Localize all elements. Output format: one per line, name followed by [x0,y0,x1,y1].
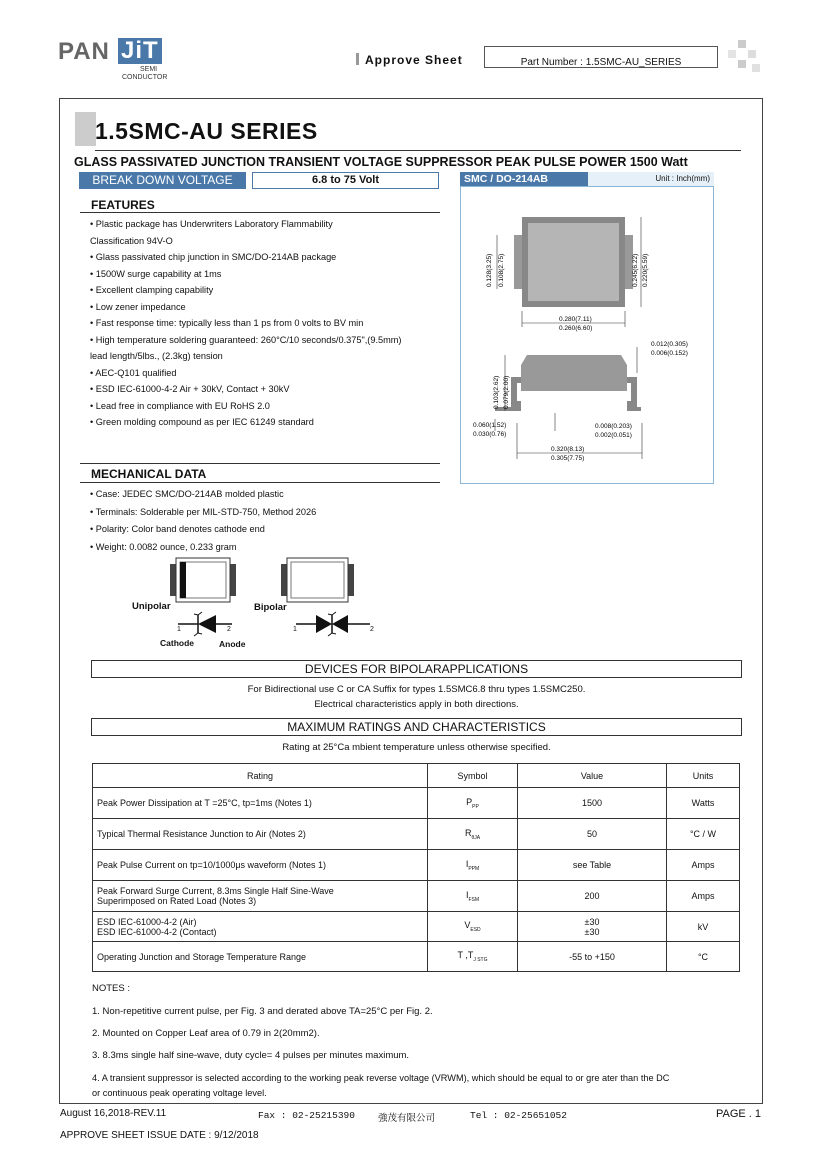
ratings-table [92,763,740,972]
feature-line: • Plastic package has Underwriters Laboratory Flammability [90,219,333,229]
feature-line: • Excellent clamping capability [90,285,214,295]
symbol-cell: $V_{ESD}$ [428,912,518,942]
anode-label: Anode [219,639,246,649]
unit-cell: Amps [667,881,740,912]
package-unit: Unit : Inch(mm) [588,172,714,186]
table-row [93,819,740,850]
rating-cell: Peak Forward Surge Current, 8.3ms Single Half Sine-Wave Superimposed on Rated Load (Notes 3) [93,881,428,912]
footer-tel: Tel : 02-25651052 [470,1110,567,1121]
symbol-cell: $P_{PP}$ [428,788,518,819]
dim-lead-thk-max: 0.012(0.305) [651,341,688,348]
features-rule [80,212,440,213]
bipolar-line1: For Bidirectional use C or CA Suffix for types 1.5SMC6.8 thru types 1.5SMC250. [247,684,586,695]
unit-cell: kV [667,912,740,942]
unipolar-pin2: 2 [227,626,231,633]
feature-line: • Lead free in compliance with EU RoHS 2.0 [90,400,270,411]
bipolar-label: Bipolar [254,602,287,613]
features-heading: FEATURES [91,198,155,212]
page-title: 1.5SMC-AU SERIES [95,118,318,144]
value-cell: 50 [518,819,667,850]
rating-cell: Operating Junction and Storage Temperature Range [93,942,428,972]
unit-cell: °C [667,942,740,972]
bipolar-pin1: 1 [293,626,297,633]
bipolar-heading: DEVICES FOR BIPOLARAPPLICATIONS [91,660,742,678]
col-units: Units [667,764,740,788]
approve-sheet-label: Approve Sheet [356,53,463,67]
col-value: Value [518,764,667,788]
symbol-cell: $I_{FSM}$ [428,881,518,912]
feature-line: • High temperature soldering guaranteed: 260°C/10 seconds/0.375",(9.5mm) [90,334,402,345]
cathode-label: Cathode [160,638,194,648]
table-row [93,881,740,912]
company-logo [58,38,178,84]
unit-cell: °C / W [667,819,740,850]
logo-pan-text: PAN [58,38,110,65]
bipolar-pin2: 2 [370,626,374,633]
note-1: 1. Non-repetitive current pulse, per Fig. 3 and derated above TA=25°C per Fig. 2. [92,1006,433,1017]
features-list [90,216,401,431]
ratings-subheading: Rating at 25°Ca mbient temperature unless otherwise specified. [282,742,551,753]
bipolar-line2: Electrical characteristics apply in both directions. [314,699,519,710]
polarity-diagram [120,556,400,652]
dim-side-height-min: 0.079(2.00) [503,375,510,409]
mechanical-rule-top [80,463,440,464]
table-row [93,850,740,881]
dim-lead-height-min: 0.108(2.75) [498,253,505,287]
package-label: SMC / DO-214AB [460,172,588,186]
value-cell: 200 [518,881,667,912]
dim-lead-thk-min: 0.006(0.152) [651,350,688,357]
note-4a: 4. A transient suppressor is selected according to the working peak reverse voltage (VRWM), which should be equal to or gre ater than the DC [92,1073,670,1083]
unit-cell: Amps [667,850,740,881]
mechanical-rule-bottom [80,482,440,483]
unit-cell: Watts [667,788,740,819]
col-symbol: Symbol [428,764,518,788]
symbol-cell: $R_{\theta JA}$ [428,819,518,850]
feature-line: • ESD IEC-61000-4-2 Air + 30kV, Contact + 30kV [90,384,290,394]
dim-top-width-min: 0.260(6.60) [559,325,593,332]
dim-standoff-min: 0.002(0.051) [595,432,632,439]
footer-page: PAGE . 1 [716,1108,762,1120]
col-rating: Rating [93,764,428,788]
mechanical-line: • Case: JEDEC SMC/DO-214AB molded plastic [90,489,284,499]
unipolar-label: Unipolar [132,601,171,612]
mechanical-list [90,486,316,556]
feature-line: • Green molding compound as per IEC 61249 standard [90,417,314,427]
dim-body-height-max: 0.245(6.22) [632,253,639,287]
feature-line: • Glass passivated chip junction in SMC/DO-214AB package [90,252,337,262]
unipolar-pin1: 1 [177,626,181,633]
feature-line: • Low zener impedance [90,301,186,312]
symbol-cell: $I_{PPM}$ [428,850,518,881]
mechanical-line: • Terminals: Solderable per MIL-STD-750, Method 2026 [90,506,317,517]
header-decoration-squares [724,38,764,78]
value-cell: ±30 ±30 [518,912,667,942]
dim-overall-width-min: 0.305(7.75) [551,455,585,462]
footer-issue-date: APPROVE SHEET ISSUE DATE : 9/12/2018 [60,1130,259,1141]
table-row [93,912,740,942]
value-cell: see Table [518,850,667,881]
note-4b: or continuous peak operating voltage level. [92,1088,267,1098]
breakdown-voltage-value: 6.8 to 75 Volt [252,172,439,189]
table-row [93,788,740,819]
ratings-heading: MAXIMUM RATINGS AND CHARACTERISTICS [91,718,742,736]
dim-top-width-max: 0.280(7.11) [559,316,592,323]
mechanical-line: • Polarity: Color band denotes cathode end [90,524,265,534]
breakdown-voltage-label: BREAK DOWN VOLTAGE [79,172,246,189]
logo-sub2: CONDUCTOR [122,74,168,81]
symbol-cell: T $,T_{J STG}$ [428,942,518,972]
feature-line: Classification 94V-O [90,235,173,246]
feature-line: • AEC-Q101 qualified [90,367,177,378]
dim-standoff-max: 0.008(0.203) [595,423,632,430]
footer-fax: Fax : 02-25215390 [258,1110,355,1121]
note-2: 2. Mounted on Copper Leaf area of 0.79 in 2(20mm2). [92,1028,320,1039]
footer-date: August 16,2018-REV.11 [60,1108,167,1119]
title-rule [95,150,741,151]
dim-lead-len-max: 0.060(1.52) [473,422,507,429]
notes-heading: NOTES : [92,983,131,994]
product-subtitle: GLASS PASSIVATED JUNCTION TRANSIENT VOLTAGE SUPPRESSOR PEAK PULSE POWER 1500 Watt [74,155,688,169]
dim-lead-len-min: 0.030(0.76) [473,431,507,438]
package-outline-drawing [461,187,713,483]
table-header-row [93,764,740,788]
dim-overall-width-max: 0.320(8.13) [551,446,585,453]
dim-lead-height-max: 0.128(3.25) [486,253,493,287]
mechanical-heading: MECHANICAL DATA [91,467,207,481]
feature-line: • Fast response time: typically less than 1 ps from 0 volts to BV min [90,318,364,328]
table-row [93,942,740,972]
title-accent [75,112,96,146]
mechanical-line: • Weight: 0.0082 ounce, 0.233 gram [90,541,237,552]
rating-cell: Typical Thermal Resistance Junction to Air (Notes 2) [93,819,428,850]
footer-company: 強茂有限公司 [378,1113,436,1124]
part-number-box: Part Number : 1.5SMC-AU_SERIES [484,46,718,68]
rating-cell: Peak Power Dissipation at T =25°C, tp=1ms (Notes 1) [93,788,428,819]
feature-line: lead length/5lbs., (2.3kg) tension [90,351,223,361]
note-3: 3. 8.3ms single half sine-wave, duty cycle= 4 pulses per minutes maximum. [92,1050,410,1061]
rating-cell: ESD IEC-61000-4-2 (Air) ESD IEC-61000-4-2 (Contact) [93,912,428,942]
dim-side-height-max: 0.103(2.62) [493,375,500,409]
value-cell: 1500 [518,788,667,819]
value-cell: -55 to +150 [518,942,667,972]
dim-body-height-min: 0.220(5.59) [642,253,649,287]
logo-jit-text: JiT [118,38,162,64]
rating-cell: Peak Pulse Current on tp=10/1000μs waveform (Notes 1) [93,850,428,881]
feature-line: • 1500W surge capability at 1ms [90,268,222,279]
logo-sub1: SEMI [140,66,158,73]
